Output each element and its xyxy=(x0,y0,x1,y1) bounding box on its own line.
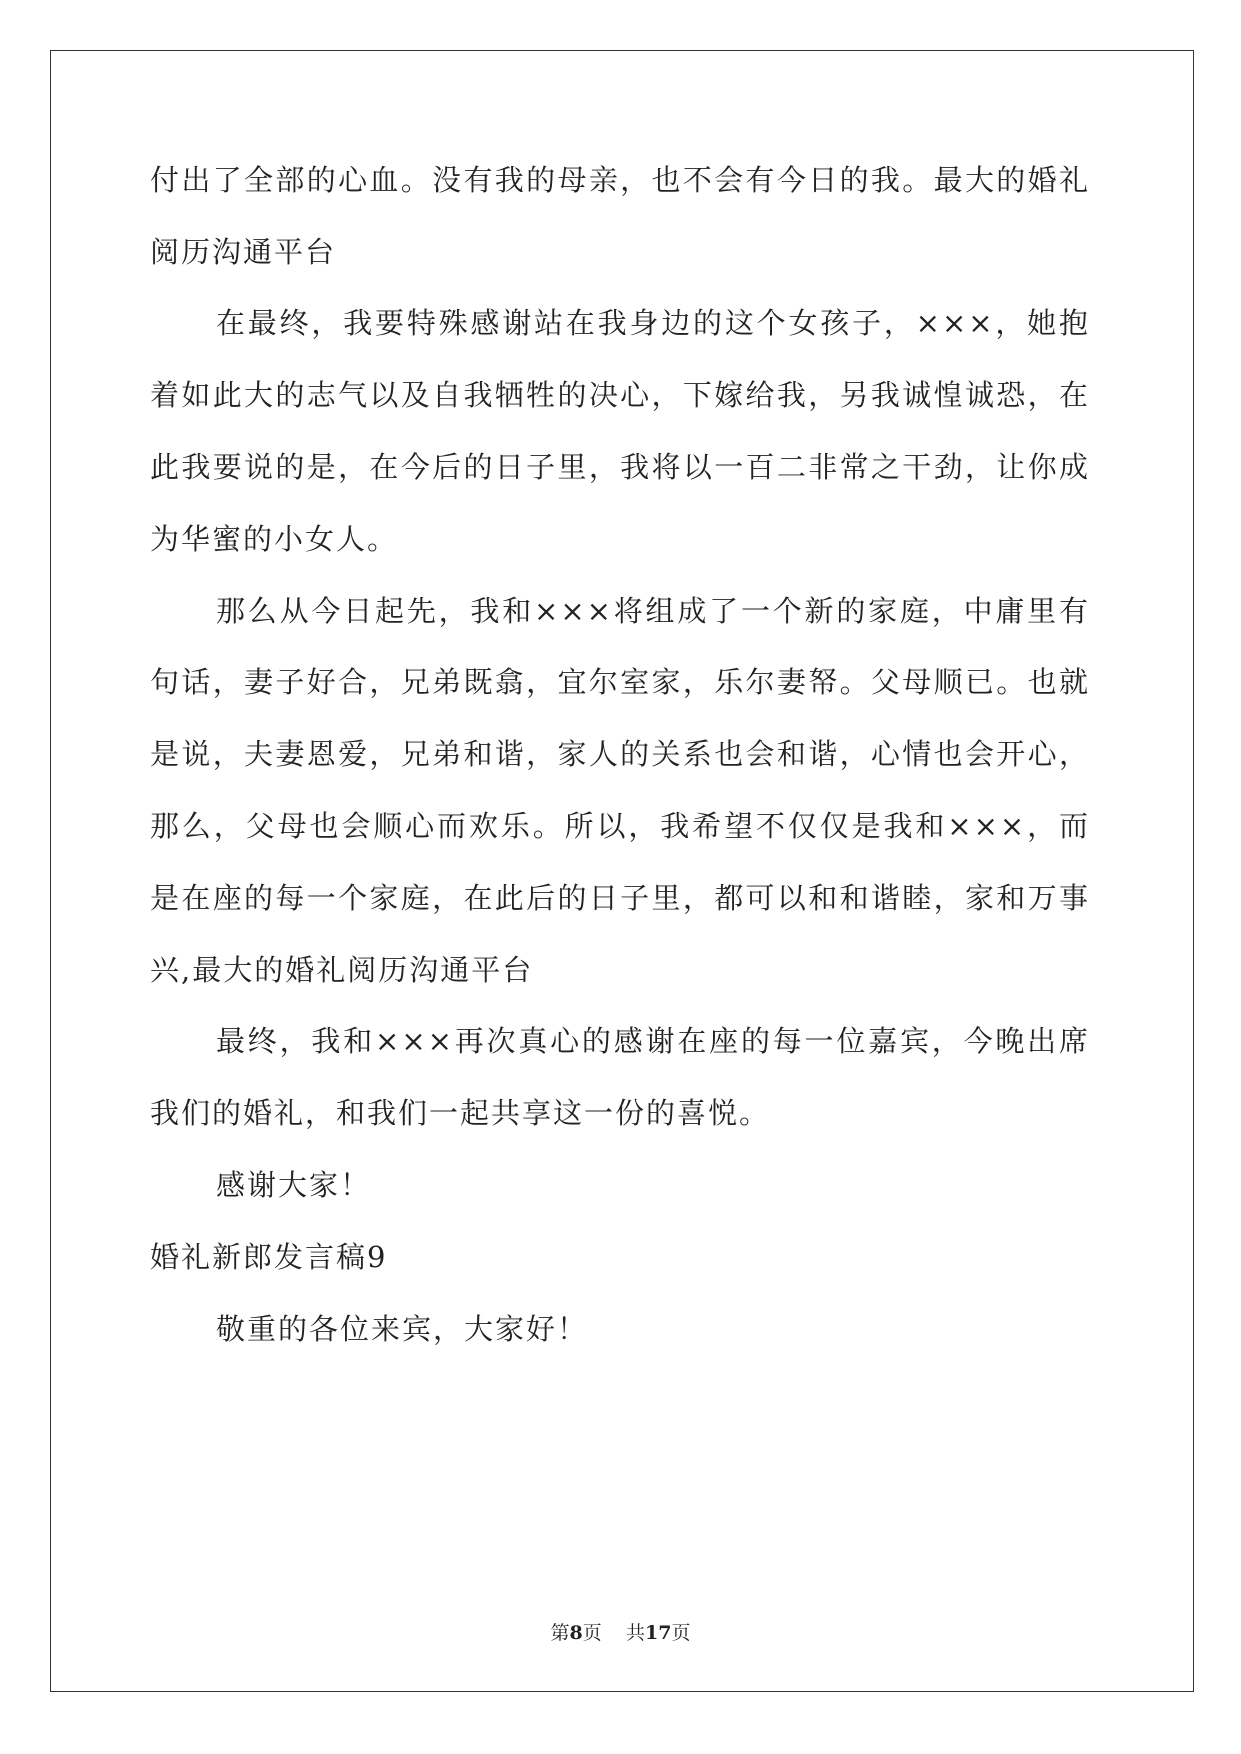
text-line: 最终，我和×××再次真心的感谢在座的每一位嘉宾，今晚出席 xyxy=(216,1024,1090,1058)
text-line: 阅历沟通平台 xyxy=(150,235,337,269)
text-line: 在最终，我要特殊感谢站在我身边的这个女孩子，×××，她抱 xyxy=(216,306,1090,340)
text-line: 句话，妻子好合，兄弟既翕，宜尔室家，乐尔妻帑。父母顺已。也就 xyxy=(150,665,1090,699)
footer-page-suffix: 页 xyxy=(582,1622,602,1644)
text-line: 我们的婚礼，和我们一起共享这一份的喜悦。 xyxy=(150,1096,771,1130)
footer-prefix: 第 xyxy=(550,1622,570,1644)
text-line: 那么，父母也会顺心而欢乐。所以，我希望不仅仅是我和×××，而 xyxy=(150,809,1090,843)
footer-total-prefix: 共 xyxy=(625,1622,645,1644)
text-line: 是在座的每一个家庭，在此后的日子里，都可以和和谐睦，家和万事 xyxy=(150,881,1090,915)
footer-total-suffix: 页 xyxy=(671,1622,691,1644)
page-footer xyxy=(0,1618,1241,1645)
text-line: 此我要说的是，在今后的日子里，我将以一百二非常之干劲，让你成 xyxy=(150,450,1090,484)
text-line: 感谢大家！ xyxy=(216,1168,372,1202)
text-line: 兴,最大的婚礼阅历沟通平台 xyxy=(150,953,534,987)
text-line: 着如此大的志气以及自我牺牲的决心，下嫁给我，另我诚惶诚恐，在 xyxy=(150,378,1090,412)
page-number: 8 xyxy=(569,1622,583,1644)
total-pages: 17 xyxy=(644,1622,672,1644)
text-line: 敬重的各位来宾，大家好！ xyxy=(216,1312,589,1346)
page-border xyxy=(50,50,1194,1692)
section-heading: 婚礼新郎发言稿9 xyxy=(150,1240,388,1274)
text-line: 为华蜜的小女人。 xyxy=(150,522,399,556)
text-line: 那么从今日起先，我和×××将组成了一个新的家庭，中庸里有 xyxy=(216,594,1090,628)
text-line: 付出了全部的心血。没有我的母亲，也不会有今日的我。最大的婚礼 xyxy=(150,163,1090,197)
text-line: 是说，夫妻恩爱，兄弟和谐，家人的关系也会和谐，心情也会开心， xyxy=(150,737,1090,771)
